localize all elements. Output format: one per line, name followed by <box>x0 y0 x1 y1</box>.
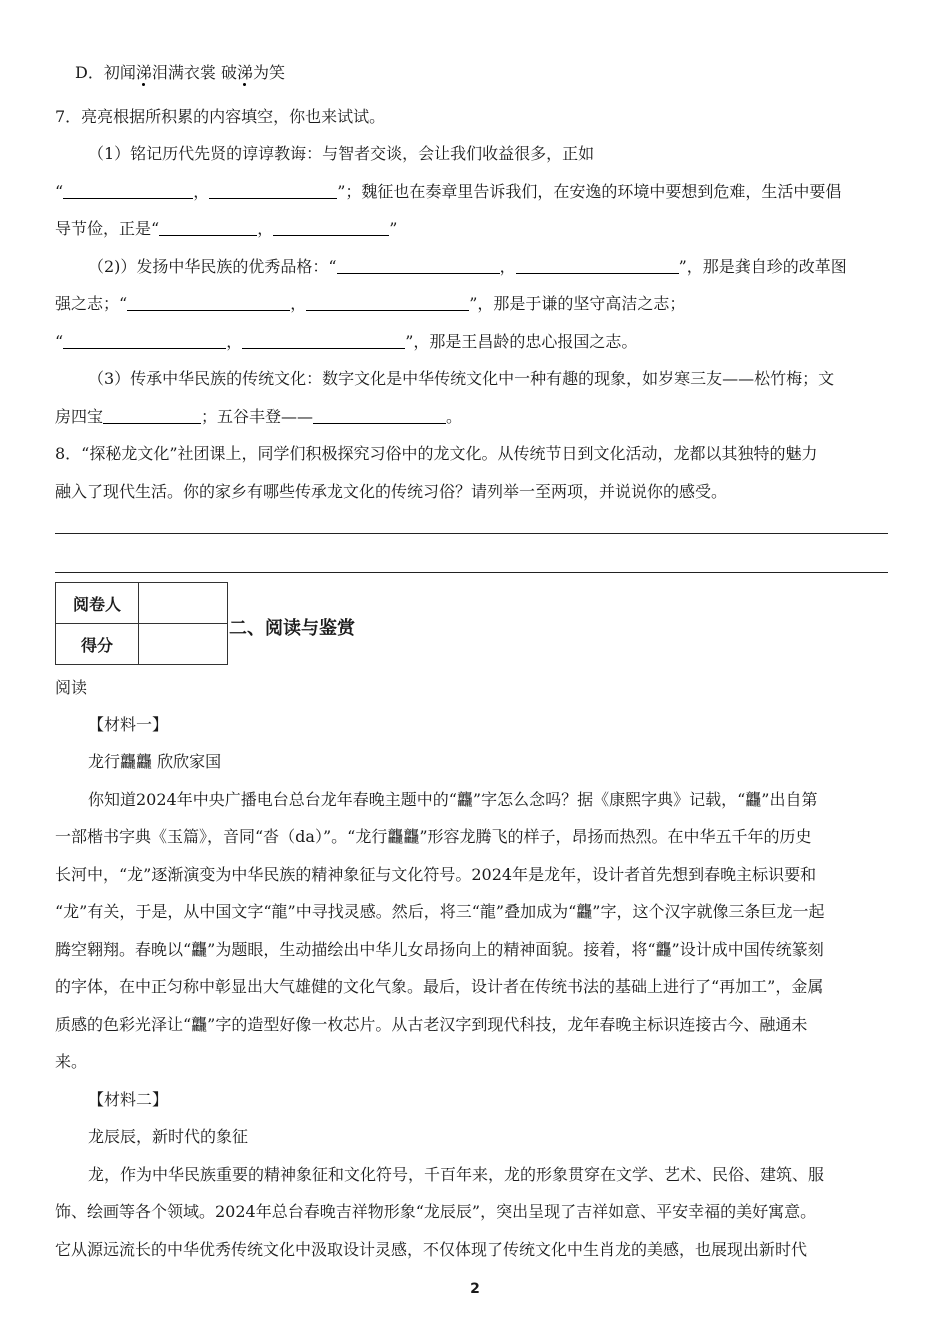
section-intro: 阅读 <box>55 678 88 697</box>
material1-text: 你知道2024年中央广播电台总台龙年春晚主题中的“龘”字怎么念吗？据《康熙字典》记载，“龘”出自第 <box>88 790 818 809</box>
material1-text: “龙”有关，于是，从中国文字“龍”中寻找灵感。然后，将三“龍”叠加成为“龘”字，这个汉字就像三条巨龙一起 <box>55 902 825 921</box>
answer-blank[interactable] <box>127 294 290 311</box>
material1-text: 质感的色彩光泽让“龘”字的造型好像一枚芯片。从古老汉字到现代科技，龙年春晚主标识连接古今、融通未 <box>55 1015 808 1034</box>
material2-title: 龙辰辰，新时代的象征 <box>88 1127 249 1146</box>
q7-part1-line3: 导节俭，正是“ ， ” <box>55 219 398 238</box>
grader-label: 阅卷人 <box>56 583 139 624</box>
grader-cell[interactable] <box>139 583 228 624</box>
answer-blank[interactable] <box>159 219 257 236</box>
answer-blank[interactable] <box>63 332 226 349</box>
answer-blank[interactable] <box>306 294 469 311</box>
answer-blank[interactable] <box>313 407 446 424</box>
material2-label: 【材料二】 <box>88 1090 169 1109</box>
material1-title: 龙行龘龘 欣欣家国 <box>88 752 222 771</box>
material1-label: 【材料一】 <box>88 715 169 734</box>
answer-blank[interactable] <box>337 257 500 274</box>
material2-text: 它从源远流长的中华优秀传统文化中汲取设计灵感，不仅体现了传统文化中生肖龙的美感，也展现出新时代 <box>55 1240 808 1259</box>
score-label: 得分 <box>56 624 139 665</box>
score-cell[interactable] <box>139 624 228 665</box>
answer-blank[interactable] <box>63 182 193 199</box>
material2-text: 龙，作为中华民族重要的精神象征和文化符号，千百年来，龙的形象贯穿在文学、艺术、民俗、建筑、服 <box>88 1165 825 1184</box>
material1-text: 长河中，“龙”逐渐演变为中华民族的精神象征与文化符号。2024年是龙年，设计者首先想到春晚主标识要和 <box>55 865 817 884</box>
q7-stem: 7．亮亮根据所积累的内容填空，你也来试试。 <box>55 107 386 126</box>
page-number: 2 <box>470 1281 480 1297</box>
q7-part2-line2: 强之志；“ ， ”，那是于谦的坚守高洁之志； <box>55 294 686 313</box>
material1-text: 的字体，在中正匀称中彰显出大气雄健的文化气象。最后，设计者在传统书法的基础上进行了“再加工”，金属 <box>55 977 824 996</box>
q8-line2: 融入了现代生活。你的家乡有哪些传承龙文化的传统习俗？请列举一至两项，并说说你的感受。 <box>55 482 728 501</box>
answer-line[interactable] <box>55 533 888 534</box>
material2-text: 饰、绘画等各个领域。2024年总台春晚吉祥物形象“龙辰辰”，突出呈现了吉祥如意、平安幸福的美好寓意。 <box>55 1202 817 1221</box>
section-title: 二、阅读与鉴赏 <box>229 618 355 639</box>
q6-option-d: D．初闻涕泪满衣裳 破涕为笑 <box>75 63 285 82</box>
answer-blank[interactable] <box>209 182 337 199</box>
answer-blank[interactable] <box>516 257 679 274</box>
q7-part2-line3: “ ， ”，那是王昌龄的忠心报国之志。 <box>55 332 638 351</box>
answer-blank[interactable] <box>242 332 405 349</box>
q7-part3-line1: （3）传承中华民族的传统文化：数字文化是中华传统文化中一种有趣的现象，如岁寒三友——松竹梅；文 <box>88 369 835 388</box>
material1-text: 腾空翱翔。春晚以“龘”为题眼，生动描绘出中华儿女昂扬向上的精神面貌。接着，将“龘”设计成中国传统篆刻 <box>55 940 824 959</box>
material1-text: 来。 <box>55 1052 88 1071</box>
answer-line[interactable] <box>55 572 888 573</box>
answer-blank[interactable] <box>103 407 201 424</box>
score-table <box>55 582 228 665</box>
q7-part2-line1: （2)）发扬中华民族的优秀品格：“ ， ”，那是龚自珍的改革图 <box>88 257 847 276</box>
material1-text: 一部楷书字典《玉篇》，音同“沓（da）”。“龙行龘龘”形容龙腾飞的样子，昂扬而热烈。在中华五千年的历史 <box>55 827 812 846</box>
q7-part1-blanks: “ ， ”；魏征也在奏章里告诉我们，在安逸的环境中要想到危难，生活中要倡 <box>55 182 842 201</box>
answer-blank[interactable] <box>273 219 389 236</box>
q7-part3-line2: 房四宝 ；五谷丰登—— 。 <box>55 407 463 426</box>
q7-part1-intro: （1）铭记历代先贤的谆谆教诲：与智者交谈，会让我们收益很多，正如 <box>88 144 595 163</box>
q8-line1: 8．“探秘龙文化”社团课上，同学们积极探究习俗中的龙文化。从传统节日到文化活动，龙都以其独特的魅力 <box>55 444 818 463</box>
